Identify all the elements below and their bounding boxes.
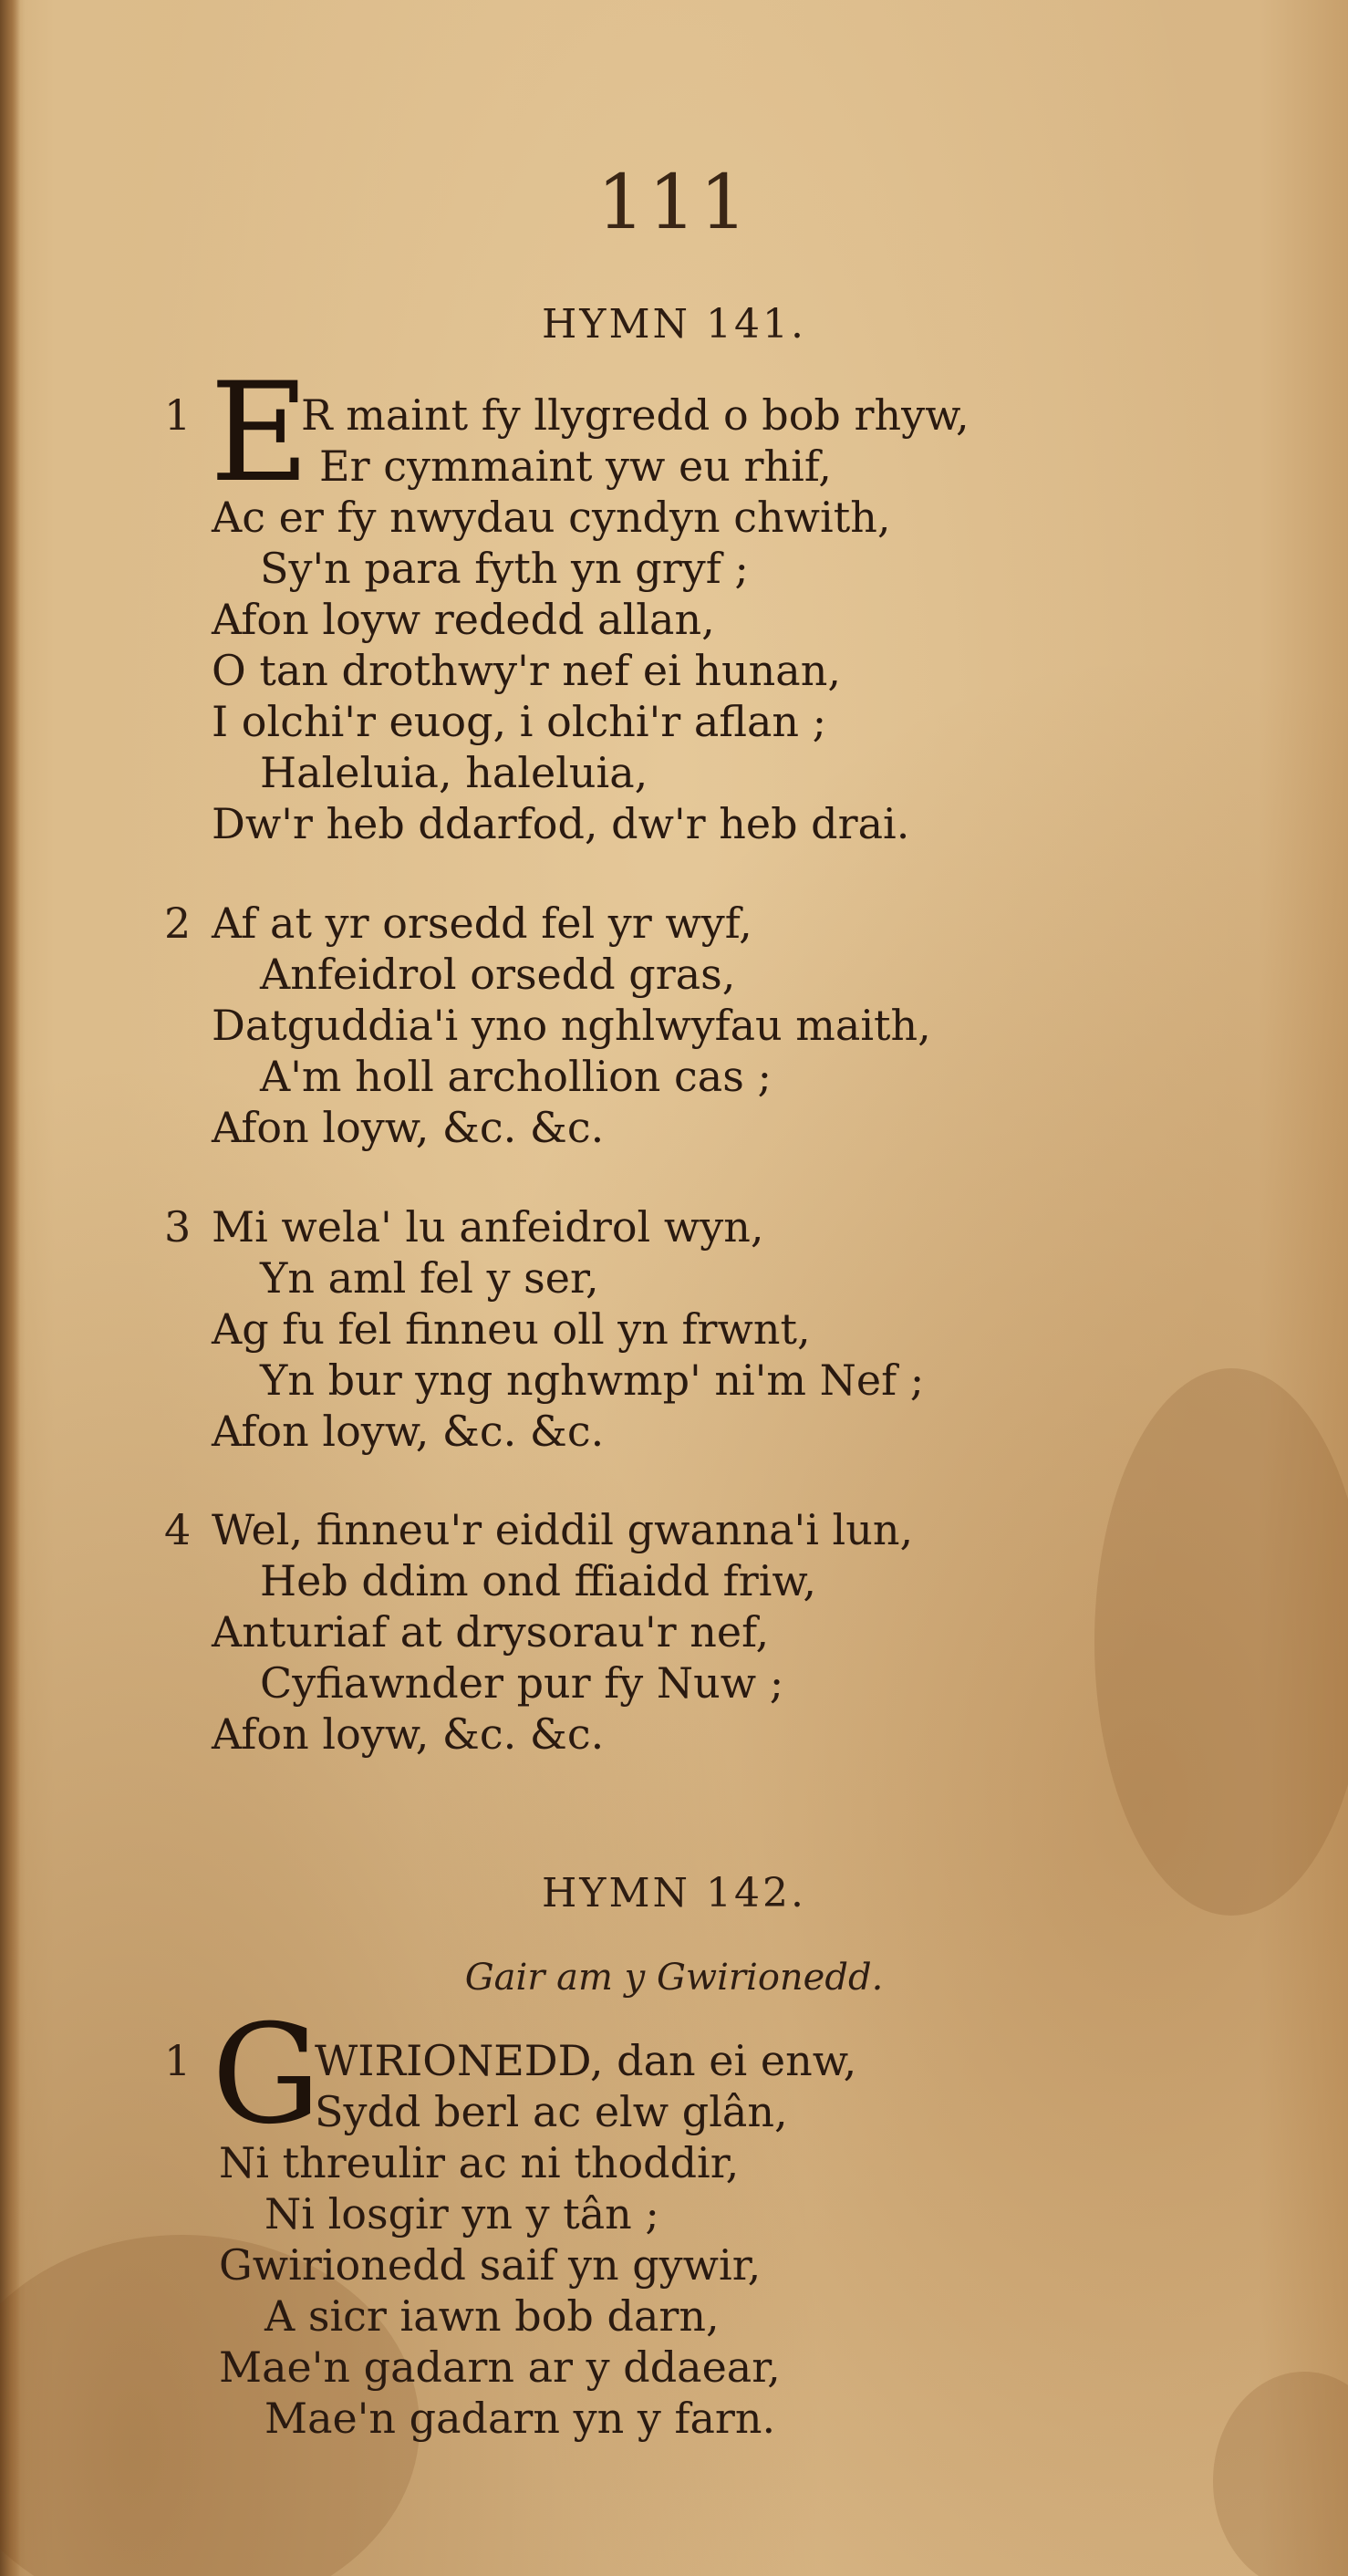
verse-line: Ag fu fel finneu oll yn frwnt,	[212, 1304, 811, 1354]
page-number: 111	[596, 160, 752, 246]
verse-line: Mae'n gadarn yn y farn.	[264, 2394, 776, 2443]
verse-line: Anfeidrol orsedd gras,	[260, 950, 736, 999]
verse-line: Datguddia'i yno nghlwyfau maith,	[212, 1001, 931, 1050]
hymn-141-title: HYMN 141.	[542, 301, 806, 348]
verse-line: Anturiaf at drysorau'r nef,	[212, 1607, 770, 1657]
verse-number: 1	[164, 2036, 192, 2085]
verse-line: A'm holl archollion cas ;	[260, 1052, 772, 1101]
verse-line: Mae'n gadarn ar y ddaear,	[219, 2342, 781, 2392]
verse-line: Sy'n para fyth yn gryf ;	[260, 544, 749, 593]
verse-line: Dw'r heb ddarfod, dw'r heb drai.	[212, 799, 910, 848]
verse-line: Yn bur yng nghwmp' ni'm Nef ;	[260, 1356, 925, 1405]
verse-number: 3	[164, 1202, 192, 1252]
drop-cap: E	[210, 354, 310, 513]
verse-line: Afon loyw, &c. &c.	[212, 1407, 605, 1456]
verse-line: Er cymmaint yw eu rhif,	[319, 441, 832, 491]
hymn-142-subtitle: Gair am y Gwirionedd.	[464, 1957, 884, 1999]
verse-line: Af at yr orsedd fel yr wyf,	[212, 898, 752, 948]
verse-line: Afon loyw, &c. &c.	[212, 1709, 605, 1759]
verse-line: Yn aml fel y ser,	[260, 1253, 599, 1303]
verse-number: 2	[164, 898, 192, 948]
verse-line: Haleluia, haleluia,	[260, 748, 648, 797]
verse-line: WIRIONEDD, dan ei enw,	[315, 2036, 857, 2085]
verse-line: Ni losgir yn y tân ;	[264, 2189, 659, 2238]
verse-line: Heb ddim ond ffiaidd friw,	[260, 1556, 816, 1605]
verse-line: A sicr iawn bob darn,	[264, 2291, 720, 2341]
verse-line: Mi wela' lu anfeidrol wyn,	[212, 1202, 764, 1252]
verse-number: 4	[164, 1505, 192, 1554]
verse-line: Afon loyw rededd allan,	[212, 595, 715, 644]
verse-line: Ni threulir ac ni thoddir,	[219, 2138, 740, 2187]
verse-number: 1	[164, 390, 192, 440]
verse-line: Cyfiawnder pur fy Nuw ;	[260, 1658, 784, 1708]
verse-line: Wel, finneu'r eiddil gwanna'i lun,	[212, 1505, 914, 1554]
book-spine-shadow	[0, 0, 20, 2576]
verse-line: Gwirionedd saif yn gywir,	[219, 2240, 762, 2290]
drop-cap: G	[212, 1996, 321, 2155]
age-stain	[1213, 2372, 1348, 2576]
hymn-142-title: HYMN 142.	[542, 1870, 806, 1916]
age-stain	[1094, 1368, 1348, 1916]
verse-line: O tan drothwy'r nef ei hunan,	[212, 646, 841, 695]
verse-line: R maint fy llygredd o bob rhyw,	[301, 390, 970, 440]
verse-line: Afon loyw, &c. &c.	[212, 1103, 605, 1152]
verse-line: I olchi'r euog, i olchi'r aflan ;	[212, 697, 827, 746]
verse-line: Ac er fy nwydau cyndyn chwith,	[212, 493, 891, 542]
verse-line: Sydd berl ac elw glân,	[315, 2087, 788, 2136]
